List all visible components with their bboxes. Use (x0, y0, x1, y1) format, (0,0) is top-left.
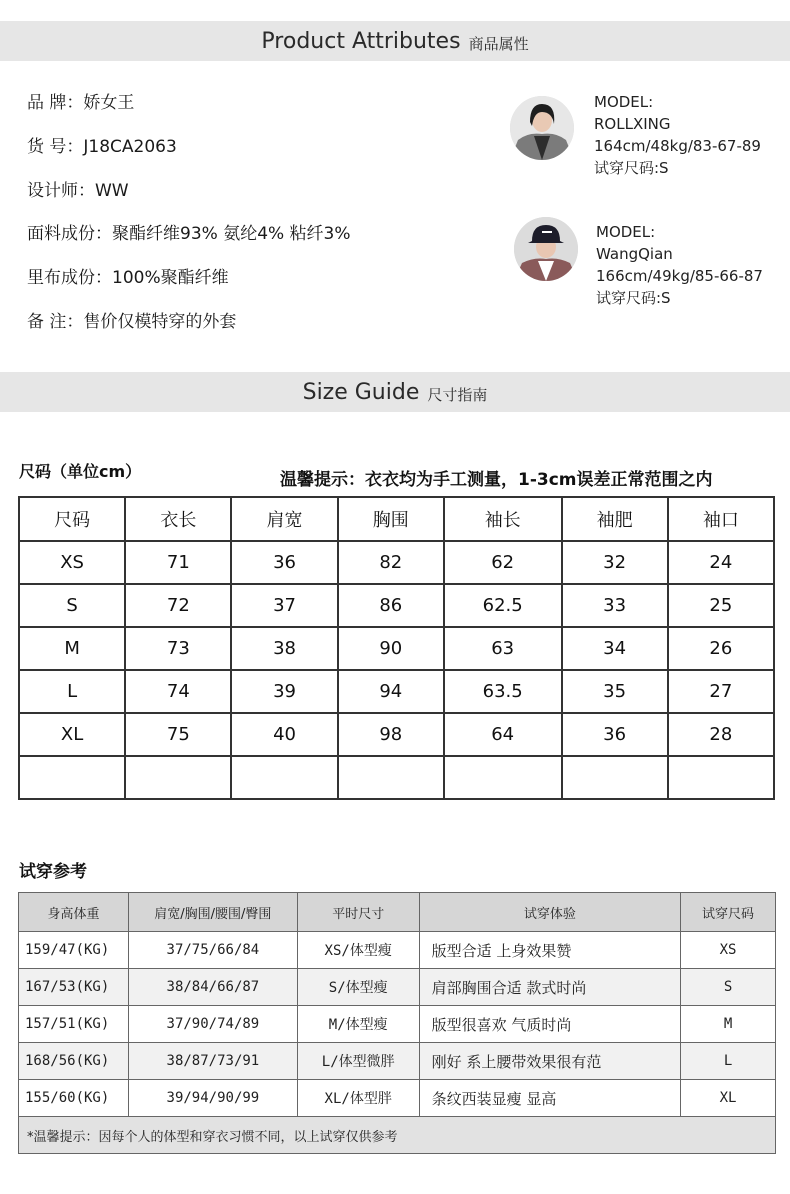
model-stats: 166cm/49kg/85-66-87 (596, 267, 763, 285)
table-header-row (19, 497, 774, 541)
table-cell: 62.5 (444, 584, 562, 627)
table-row (19, 584, 774, 627)
table-cell: 27 (668, 670, 774, 713)
table-row (19, 1006, 776, 1043)
table-header-cell: 试穿尺码 (681, 893, 776, 932)
table-cell: S (681, 969, 776, 1006)
attr-item-number: 货 号：J18CA2063 (27, 137, 177, 157)
table-row (19, 541, 774, 584)
table-cell: 73 (125, 627, 231, 670)
model-size: 试穿尺码:S (594, 159, 669, 177)
table-cell: 155/60(KG) (19, 1080, 129, 1117)
table-header-cell: 身高体重 (19, 893, 129, 932)
model-name: ROLLXING (594, 115, 671, 133)
table-header-cell: 肩宽 (231, 497, 337, 541)
table-header-cell: 袖长 (444, 497, 562, 541)
table-row (19, 1080, 776, 1117)
table-header-cell: 肩宽/胸围/腰围/臀围 (128, 893, 297, 932)
table-cell: 条纹西装显瘦 显高 (419, 1080, 681, 1117)
table-cell: 168/56(KG) (19, 1043, 129, 1080)
table-header-cell: 尺码 (19, 497, 125, 541)
table-row (19, 627, 774, 670)
table-cell: XS (681, 932, 776, 969)
model-info (596, 221, 763, 309)
table-cell: XS (19, 541, 125, 584)
model-label: MODEL: (594, 93, 654, 111)
section-title-cn: 商品属性 (468, 34, 529, 53)
table-cell: 34 (562, 627, 668, 670)
table-cell: 33 (562, 584, 668, 627)
table-cell: 90 (338, 627, 444, 670)
table-cell: XL/体型胖 (297, 1080, 419, 1117)
table-cell: 32 (562, 541, 668, 584)
table-cell (562, 756, 668, 799)
section-header-attributes (0, 21, 790, 61)
size-unit-label: 尺码（单位cm） (19, 462, 142, 481)
table-cell (668, 756, 774, 799)
table-header-cell: 衣长 (125, 497, 231, 541)
section-title-en: Size Guide (302, 379, 420, 405)
table-cell: 159/47(KG) (19, 932, 129, 969)
attr-designer: 设计师：WW (27, 181, 129, 201)
table-header-row (19, 893, 776, 932)
table-cell: 39/94/90/99 (128, 1080, 297, 1117)
table-cell: 28 (668, 713, 774, 756)
table-row-empty (19, 756, 774, 799)
model-stats: 164cm/48kg/83-67-89 (594, 137, 761, 155)
section-header-size-guide (0, 372, 790, 412)
model-size: 试穿尺码:S (596, 289, 671, 307)
table-cell: M (19, 627, 125, 670)
table-cell: 86 (338, 584, 444, 627)
table-cell: 94 (338, 670, 444, 713)
model-name: WangQian (596, 245, 673, 263)
table-cell: 71 (125, 541, 231, 584)
table-cell: L/体型微胖 (297, 1043, 419, 1080)
fit-reference-title: 试穿参考 (19, 862, 87, 882)
table-cell: 72 (125, 584, 231, 627)
table-cell: 63 (444, 627, 562, 670)
model-avatar (510, 96, 574, 160)
table-cell (125, 756, 231, 799)
table-row (19, 969, 776, 1006)
table-cell: L (19, 670, 125, 713)
table-cell: 37 (231, 584, 337, 627)
table-cell: 64 (444, 713, 562, 756)
table-cell: 37/90/74/89 (128, 1006, 297, 1043)
table-cell: 39 (231, 670, 337, 713)
table-header-cell: 试穿体验 (419, 893, 681, 932)
fit-reference-table (18, 892, 776, 1154)
attr-brand: 品 牌：娇女王 (27, 93, 135, 113)
table-cell: M/体型瘦 (297, 1006, 419, 1043)
table-cell: 62 (444, 541, 562, 584)
table-cell: 35 (562, 670, 668, 713)
table-header-cell: 平时尺寸 (297, 893, 419, 932)
table-cell: 37/75/66/84 (128, 932, 297, 969)
table-cell: 82 (338, 541, 444, 584)
size-table (18, 496, 775, 800)
model-info (594, 91, 761, 179)
table-row (19, 932, 776, 969)
table-header-cell: 袖口 (668, 497, 774, 541)
table-row (19, 670, 774, 713)
section-title-en: Product Attributes (261, 28, 461, 54)
table-cell: 38/84/66/87 (128, 969, 297, 1006)
table-cell: 40 (231, 713, 337, 756)
table-cell: XS/体型瘦 (297, 932, 419, 969)
table-cell (19, 756, 125, 799)
table-cell: 刚好 系上腰带效果很有范 (419, 1043, 681, 1080)
table-cell: L (681, 1043, 776, 1080)
table-row (19, 713, 774, 756)
table-header-cell: 胸围 (338, 497, 444, 541)
measurement-tip: 温馨提示：衣衣均为手工测量，1-3cm误差正常范围之内 (280, 470, 713, 490)
table-cell (338, 756, 444, 799)
table-cell: S/体型瘦 (297, 969, 419, 1006)
model-avatar (514, 217, 578, 281)
fit-footnote: *温馨提示：因每个人的体型和穿衣习惯不同，以上试穿仅供参考 (19, 1117, 776, 1154)
table-cell: 38/87/73/91 (128, 1043, 297, 1080)
attr-lining: 里布成份：100%聚酯纤维 (27, 268, 229, 288)
table-cell: 25 (668, 584, 774, 627)
table-footnote-row (19, 1117, 776, 1154)
table-cell (231, 756, 337, 799)
table-cell: 98 (338, 713, 444, 756)
table-cell: 26 (668, 627, 774, 670)
table-cell: 63.5 (444, 670, 562, 713)
table-cell: 肩部胸围合适 款式时尚 (419, 969, 681, 1006)
table-cell (444, 756, 562, 799)
table-cell: 75 (125, 713, 231, 756)
table-cell: S (19, 584, 125, 627)
table-cell: 24 (668, 541, 774, 584)
attr-fabric: 面料成份：聚酯纤维93% 氨纶4% 粘纤3% (27, 224, 351, 244)
table-cell: 157/51(KG) (19, 1006, 129, 1043)
table-cell: 36 (562, 713, 668, 756)
table-cell: XL (19, 713, 125, 756)
table-cell: 版型合适 上身效果赞 (419, 932, 681, 969)
table-cell: 74 (125, 670, 231, 713)
table-cell: XL (681, 1080, 776, 1117)
table-cell: 36 (231, 541, 337, 584)
model-label: MODEL: (596, 223, 656, 241)
table-cell: 版型很喜欢 气质时尚 (419, 1006, 681, 1043)
attr-note: 备 注：售价仅模特穿的外套 (27, 312, 237, 332)
table-cell: M (681, 1006, 776, 1043)
table-cell: 167/53(KG) (19, 969, 129, 1006)
section-title-cn: 尺寸指南 (427, 385, 488, 404)
table-row (19, 1043, 776, 1080)
table-header-cell: 袖肥 (562, 497, 668, 541)
table-cell: 38 (231, 627, 337, 670)
